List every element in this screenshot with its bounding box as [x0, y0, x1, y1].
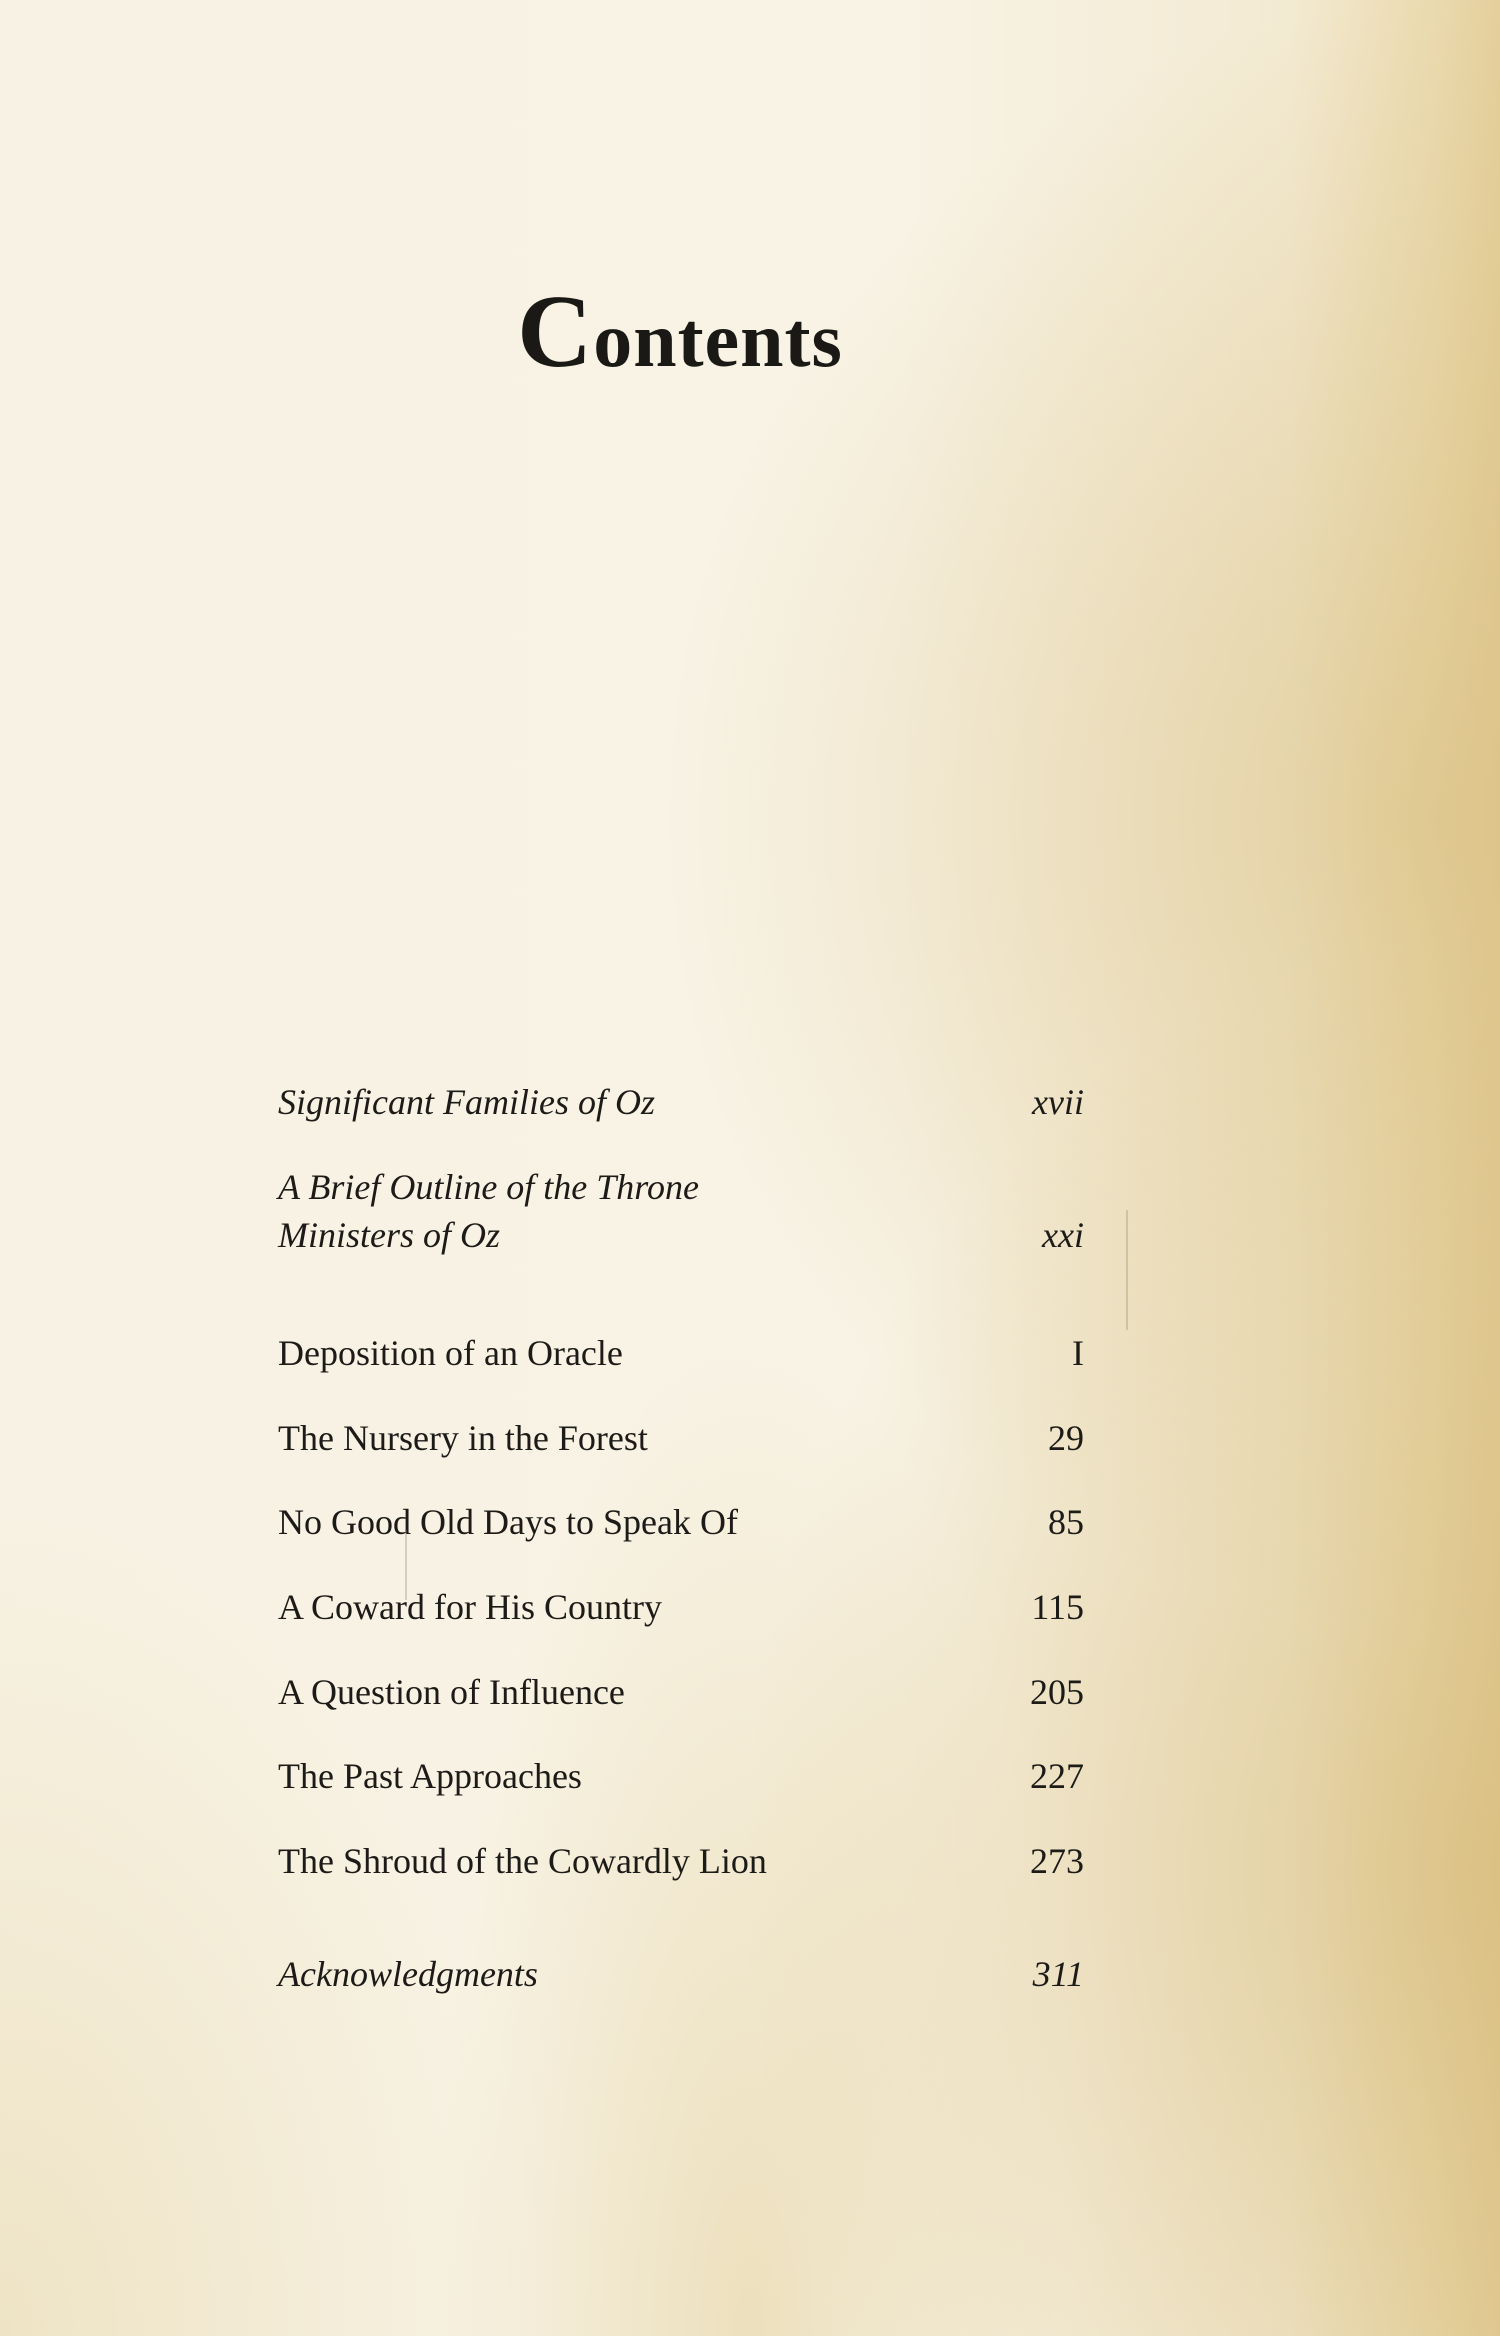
toc-entry-title: A Coward for His Country [278, 1587, 662, 1627]
title-initial: C [517, 274, 594, 389]
toc-entry-page: 273 [1030, 1841, 1084, 1881]
toc-entry-title: A Brief Outline of the Throne [278, 1167, 699, 1207]
toc-entry-title: The Past Approaches [278, 1756, 582, 1796]
page-scan-artifact [405, 1530, 407, 1600]
toc-entry-title: Significant Families of Oz [278, 1082, 655, 1122]
page-title [0, 272, 1360, 391]
toc-entry-title: Acknowledgments [278, 1954, 538, 1994]
toc-entry-title: Deposition of an Oracle [278, 1333, 623, 1373]
toc-entry-page: 85 [1048, 1502, 1084, 1542]
title-rest: ontents [593, 296, 843, 383]
toc-entry-title: No Good Old Days to Speak Of [278, 1502, 738, 1542]
toc-entry-title: The Nursery in the Forest [278, 1418, 648, 1458]
toc-entry-page: xvii [1032, 1082, 1084, 1122]
toc-entry-page: xxi [1042, 1215, 1084, 1255]
toc-entry-title: A Question of Influence [278, 1672, 625, 1712]
toc-entry-page: 29 [1048, 1418, 1084, 1458]
toc-entry-page: 311 [1032, 1954, 1084, 1994]
toc-entry-page: 115 [1031, 1587, 1084, 1627]
page-scan-artifact [1126, 1210, 1128, 1330]
toc-entry-title: The Shroud of the Cowardly Lion [278, 1841, 767, 1881]
toc-entry-page: 227 [1030, 1756, 1084, 1796]
toc-entry-page: I [1072, 1333, 1084, 1373]
toc-entry-page: 205 [1030, 1672, 1084, 1712]
toc-entry [278, 1165, 1084, 1257]
toc-entry-title-continued: Ministers of Oz [278, 1215, 501, 1255]
